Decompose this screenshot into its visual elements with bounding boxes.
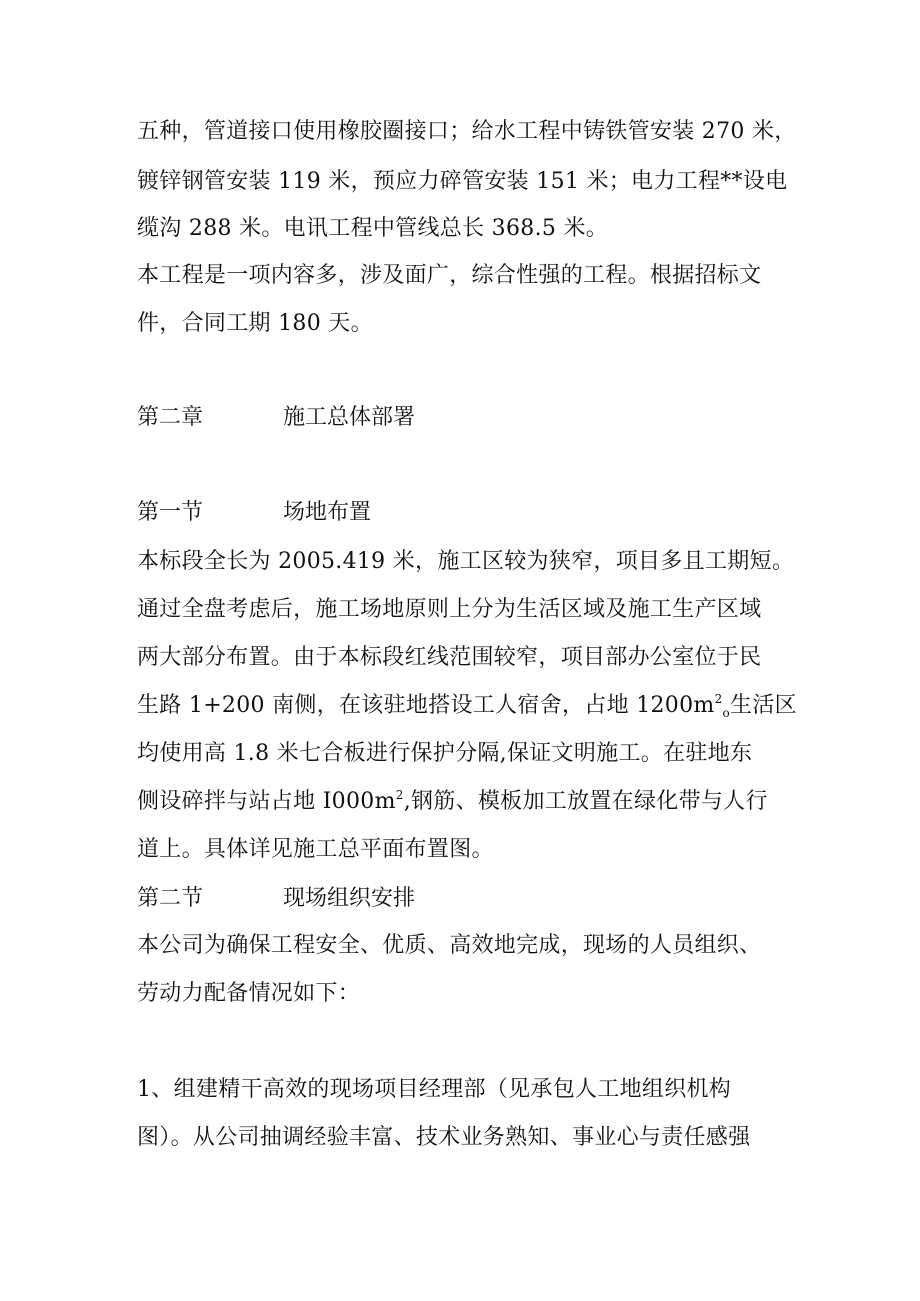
- section-1-line-6-end: ,钢筋、模板加工放置在绿化带与人行: [403, 789, 768, 814]
- section-2-line-1: 本公司为确保工程安全、优质、高效地完成，现场的人员组织、: [137, 933, 762, 958]
- intro-line-4: 本工程是一项内容多，涉及面广，综合性强的工程。根据招标文: [137, 263, 762, 288]
- item-1-line-2: 图）。从公司抽调经验丰富、技术业务熟知、事业心与责任感强: [137, 1125, 751, 1150]
- section-2-title: 现场组织安排: [283, 886, 416, 911]
- section-1-line-3: 两大部分布置。由于本标段红线范围较窄，项目部办公室位于民: [137, 645, 762, 670]
- area-unit-superscript-2: 2: [395, 788, 404, 802]
- intro-line-3: 缆沟 288 米。电讯工程中管线总长 368.5 米。: [137, 216, 609, 241]
- section-1-line-4: [137, 691, 797, 721]
- chapter-title: 施工总体部署: [283, 405, 416, 430]
- period-subscript: o: [722, 706, 731, 720]
- item-1-line-1: 1、组建精干高效的现场项目经理部（见承包人工地组织机构: [137, 1077, 732, 1102]
- section-1-line-7: 道上。具体详见施工总平面布置图。: [137, 837, 494, 862]
- chapter-number: 第二章: [137, 405, 204, 430]
- intro-line-5: 件，合同工期 180 天。: [137, 311, 373, 336]
- section-1-line-4-end: 生活区: [730, 693, 797, 718]
- section-1-line-4-start: 生路 1+200 南侧，在该驻地搭设工人宿舍，占地 1200m: [137, 693, 715, 718]
- section-1-line-2: 通过全盘考虑后，施工场地原则上分为生活区域及施工生产区域: [137, 597, 762, 622]
- section-1-title: 场地布置: [283, 500, 372, 525]
- area-unit-superscript: 2: [714, 692, 723, 706]
- section-1-number: 第一节: [137, 500, 204, 525]
- section-1-heading: [137, 498, 371, 528]
- section-2-line-2: 劳动力配备情况如下：: [137, 981, 361, 1006]
- section-1-line-1: 本标段全长为 2005.419 米，施工区较为狭窄，项目多且工期短。: [137, 549, 795, 574]
- section-2-heading: [137, 884, 415, 914]
- section-2-number: 第二节: [137, 886, 204, 911]
- intro-line-1: 五种，管道接口使用橡胶圈接口；给水工程中铸铁管安装 270 米，: [137, 119, 797, 144]
- section-1-line-6: [137, 787, 768, 817]
- intro-line-2: 镀锌钢管安装 119 米，预应力碎管安装 151 米；电力工程**设电: [137, 169, 788, 194]
- chapter-heading: [137, 403, 415, 433]
- section-1-line-5: 均使用高 1.8 米七合板进行保护分隔,保证文明施工。在驻地东: [137, 741, 753, 766]
- section-1-line-6-start: 侧设碎拌与站占地 I000m: [137, 789, 396, 814]
